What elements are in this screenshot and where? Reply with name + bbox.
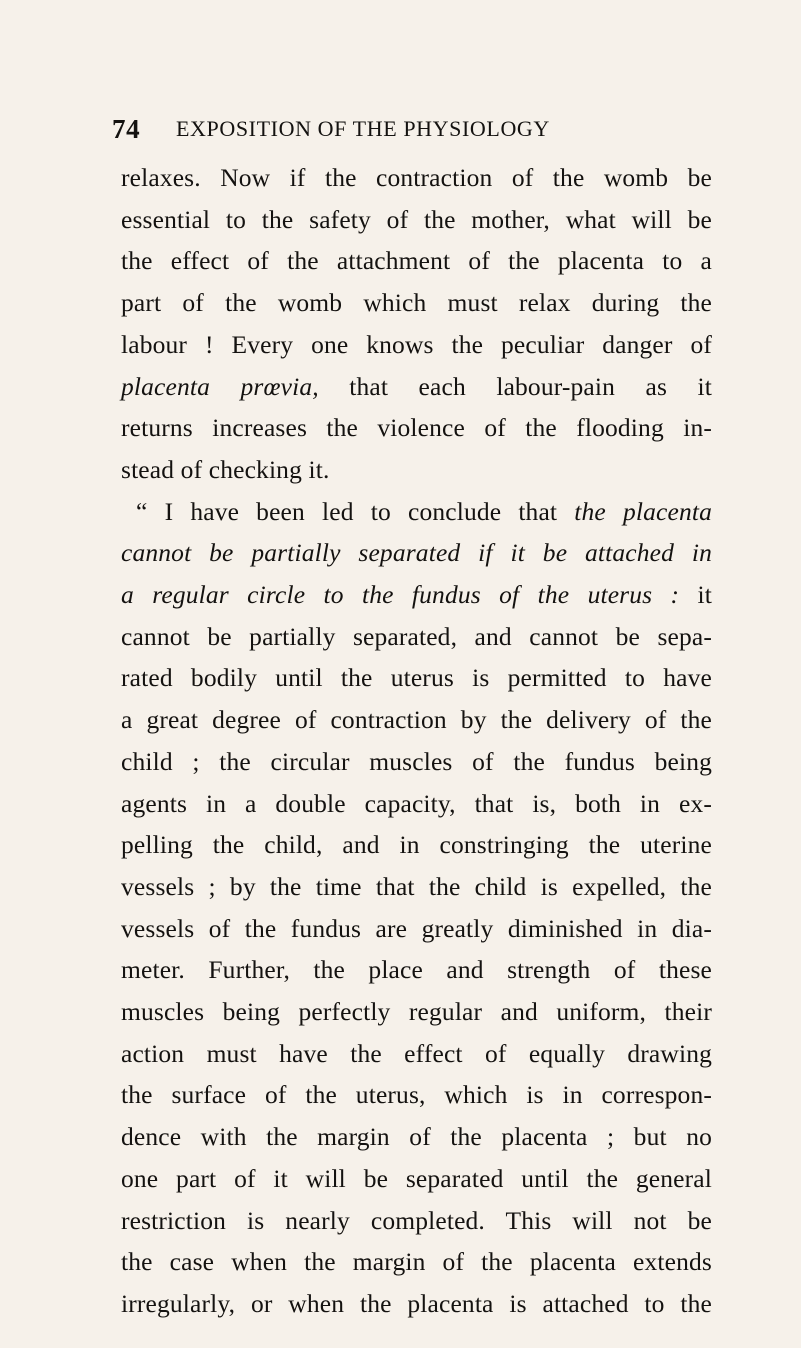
text-line — [121, 825, 712, 865]
text-line — [121, 1159, 712, 1199]
italic-text: the placenta — [574, 496, 712, 526]
text-line — [121, 1075, 712, 1115]
text-run: the effect of the attachment of the placenta to a — [121, 246, 712, 276]
text-run: “ I have been led to conclude that — [136, 496, 575, 526]
text-run: stead of checking it. — [121, 454, 330, 484]
text-run: one part of it will be separated until the general — [121, 1163, 712, 1193]
text-line — [121, 367, 712, 407]
text-run: agents in a double capacity, that is, both in ex- — [121, 788, 712, 818]
text-run: vessels ; by the time that the child is expelled, the — [121, 871, 712, 901]
text-line — [136, 492, 712, 532]
text-run: cannot be partially separated, and cannot be sepa- — [121, 621, 712, 651]
text-line — [121, 1034, 712, 1074]
text-run: dence with the margin of the placenta ; but no — [121, 1122, 712, 1152]
running-title: EXPOSITION OF THE PHYSIOLOGY — [176, 116, 550, 141]
text-run: vessels of the fundus are greatly diminished in dia- — [121, 913, 712, 943]
text-line — [121, 575, 712, 615]
text-line — [121, 450, 712, 490]
text-run: meter. Further, the place and strength of these — [121, 955, 712, 985]
text-line — [121, 617, 712, 657]
text-run: a great degree of contraction by the delivery of the — [121, 705, 712, 735]
text-run: labour ! Every one knows the peculiar danger of — [121, 329, 712, 359]
text-run: restriction is nearly completed. This will not be — [121, 1205, 712, 1235]
text-run: the surface of the uterus, which is in correspon- — [121, 1080, 712, 1110]
text-line — [121, 784, 712, 824]
italic-text: placenta prœvia, — [121, 371, 319, 401]
running-head — [112, 114, 712, 150]
text-run: action must have the effect of equally drawing — [121, 1038, 712, 1068]
text-line — [121, 325, 712, 365]
italic-text: a regular circle to the fundus of the uterus : — [121, 580, 680, 609]
text-line — [121, 1284, 712, 1324]
text-line — [121, 1242, 712, 1282]
text-run: rated bodily until the uterus is permitted to have — [121, 663, 712, 693]
text-run: irregularly, or when the placenta is attached to the — [121, 1288, 712, 1318]
text-run: part of the womb which must relax during the — [121, 288, 712, 318]
text-run: that each labour-pain as it — [318, 371, 712, 401]
text-line — [121, 283, 712, 323]
text-run: returns increases the violence of the flooding in- — [121, 413, 712, 443]
text-run: relaxes. Now if the contraction of the womb be — [121, 163, 712, 192]
page-number: 74 — [112, 114, 141, 144]
text-line — [121, 241, 712, 281]
text-run: muscles being perfectly regular and uniform, their — [121, 997, 712, 1026]
text-line — [121, 200, 712, 240]
text-line — [121, 658, 712, 698]
text-line — [121, 909, 712, 949]
text-run: pelling the child, and in constringing the uterine — [121, 830, 712, 860]
text-line — [121, 1201, 712, 1241]
text-run: it — [679, 580, 713, 609]
text-line — [121, 742, 712, 782]
text-line — [121, 700, 712, 740]
text-line — [121, 950, 712, 990]
text-run: the case when the margin of the placenta extends — [121, 1247, 712, 1277]
text-run: essential to the safety of the mother, what will be — [121, 204, 712, 234]
text-run: child ; the circular muscles of the fundus being — [121, 746, 712, 776]
text-line — [121, 533, 712, 573]
text-line — [121, 158, 712, 198]
text-line — [121, 408, 712, 448]
text-line — [121, 867, 712, 907]
italic-text: cannot be partially separated if it be attached in — [121, 538, 712, 568]
text-line — [121, 992, 712, 1032]
text-line — [121, 1117, 712, 1157]
